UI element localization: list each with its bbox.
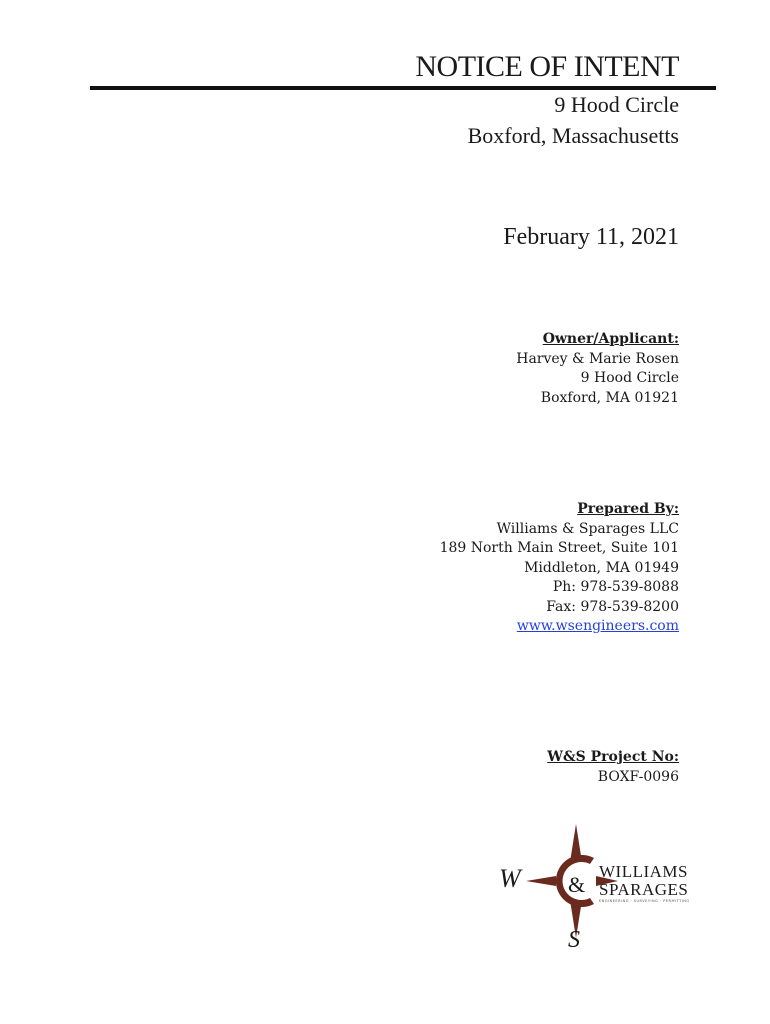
document-title: NOTICE OF INTENT	[415, 50, 679, 83]
preparer-phone: Ph: 978-539-8088	[552, 579, 679, 595]
owner-heading: Owner/Applicant:	[542, 331, 679, 347]
logo-tagline: ENGINEERING · SURVEYING · PERMITTING	[599, 899, 690, 903]
preparer-website-link[interactable]: www.wsengineers.com	[516, 618, 679, 634]
preparer-fax: Fax: 978-539-8200	[546, 598, 679, 615]
owner-block	[516, 330, 679, 408]
site-address-line1: 9 Hood Circle	[554, 92, 679, 117]
logo-williams: WILLIAMS	[599, 862, 688, 881]
project-block	[547, 748, 679, 787]
logo-letter-s: S	[568, 927, 580, 953]
project-number: BOXF-0096	[597, 768, 679, 785]
owner-street: 9 Hood Circle	[580, 370, 679, 386]
prepared-by-block	[440, 500, 679, 637]
preparer-company: Williams & Sparages LLC	[496, 520, 679, 537]
prepared-by-heading: Prepared By:	[577, 501, 679, 517]
project-heading: W&S Project No:	[547, 749, 679, 765]
document-date: February 11, 2021	[503, 224, 679, 250]
owner-city: Boxford, MA 01921	[540, 389, 679, 406]
logo-letter-w: W	[499, 864, 521, 893]
logo-ampersand: &	[568, 872, 586, 897]
preparer-street: 189 North Main Street, Suite 101	[439, 540, 679, 556]
owner-name: Harvey & Marie Rosen	[516, 350, 679, 367]
site-address-line2: Boxford, Massachusetts	[467, 123, 679, 148]
title-rule	[90, 86, 716, 90]
logo-sparages: SPARAGES	[599, 880, 689, 899]
preparer-city: Middleton, MA 01949	[524, 559, 679, 576]
